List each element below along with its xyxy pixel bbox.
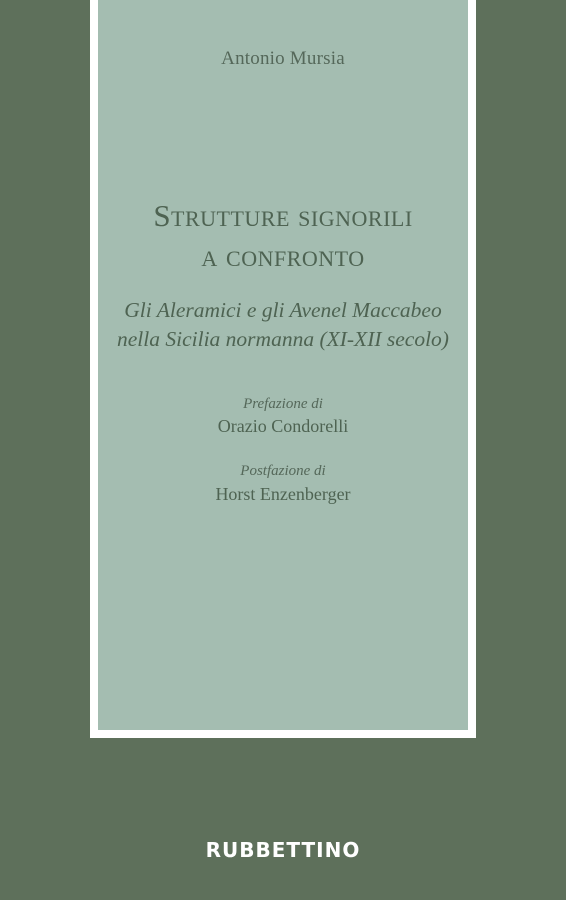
postface-author: Horst Enzenberger	[215, 484, 351, 504]
postface-label: Postfazione di	[240, 463, 326, 479]
book-subtitle-line-1: Gli Aleramici e gli Avenel Maccabeo	[124, 298, 442, 322]
author-name: Antonio Mursia	[221, 48, 345, 69]
publisher-logo: RUBBETTINO	[205, 838, 361, 862]
cover-panel	[98, 0, 468, 730]
book-title-line-2: a confronto	[201, 238, 365, 273]
preface-author: Orazio Condorelli	[217, 416, 349, 436]
book-title-line-1: Strutture signorili	[153, 198, 413, 233]
book-subtitle-line-2: nella Sicilia normanna (XI-XII secolo)	[117, 327, 449, 351]
book-subtitle	[98, 296, 468, 354]
book-title	[98, 196, 468, 276]
preface-label: Prefazione di	[243, 396, 323, 412]
